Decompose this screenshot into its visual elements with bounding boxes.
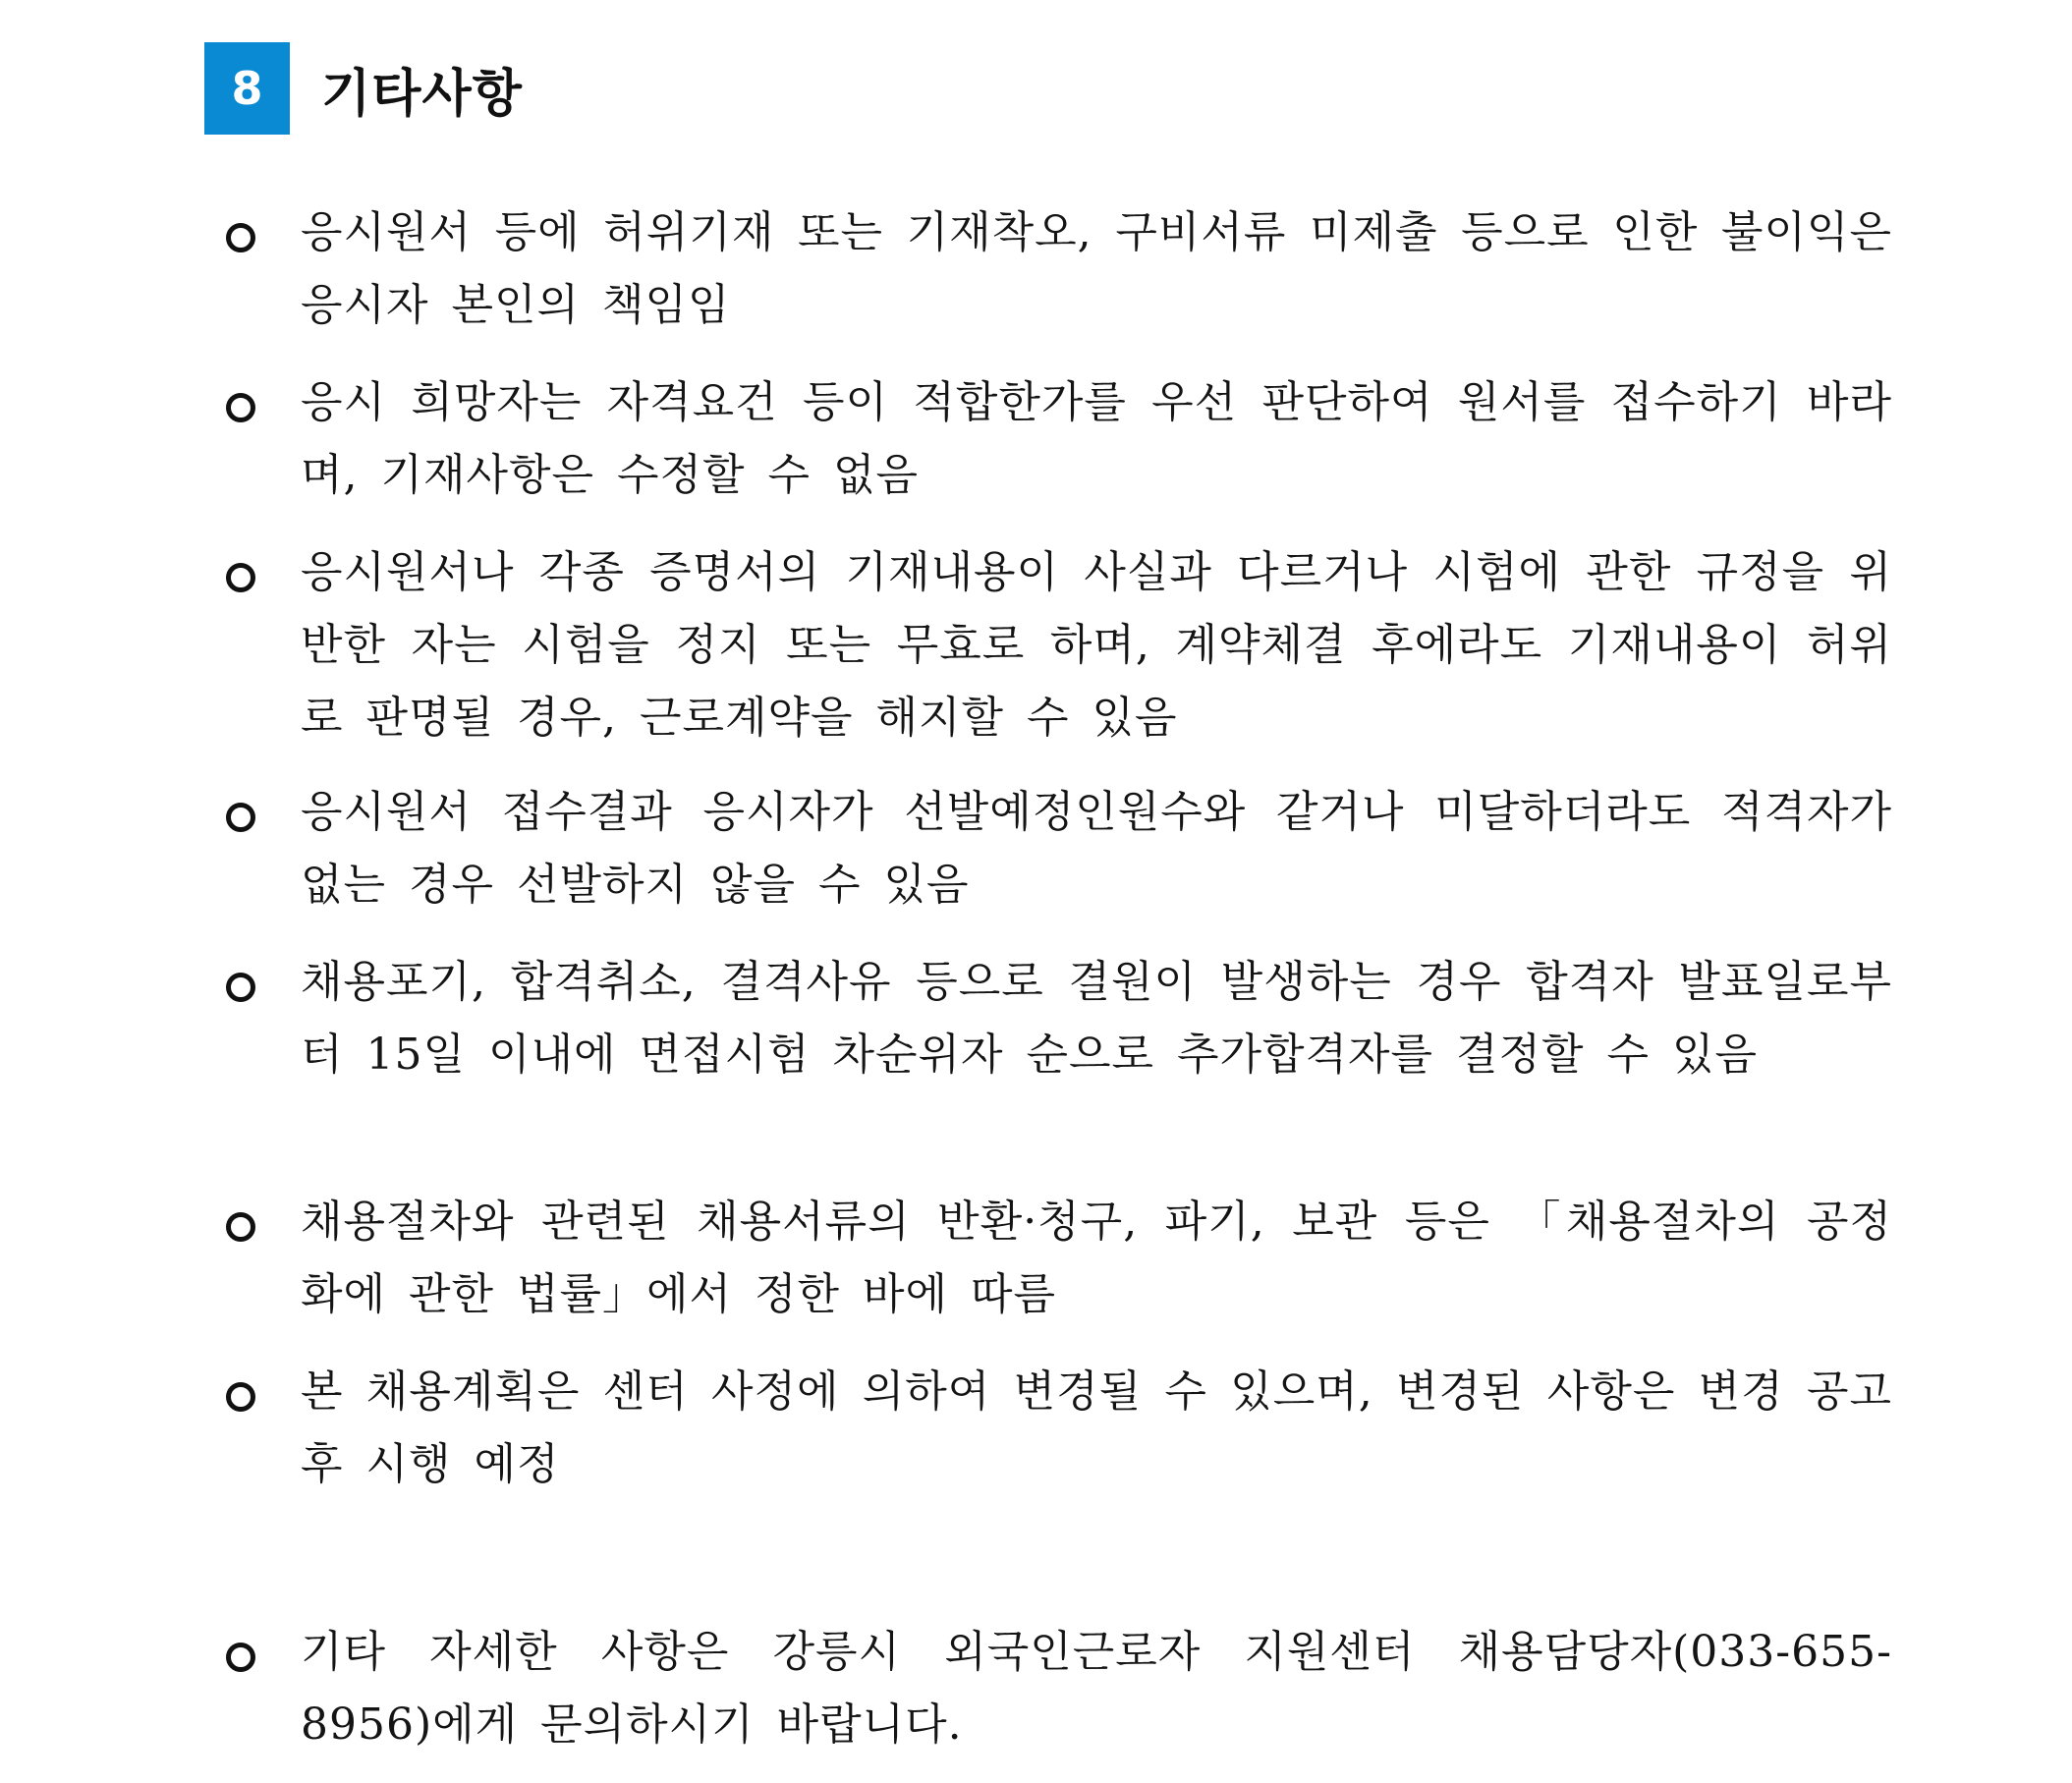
list-item-text: 응시원서 접수결과 응시자가 선발예정인원수와 같거나 미달하더라도 적격자가 없는 경우 선발하지 않을 수 있음 bbox=[301, 787, 1892, 910]
list-item bbox=[226, 1186, 1896, 1331]
circle-bullet-icon bbox=[226, 1382, 255, 1412]
circle-bullet-icon bbox=[226, 1643, 255, 1672]
section-header bbox=[204, 43, 523, 134]
list-item bbox=[226, 776, 1896, 921]
list-item bbox=[226, 536, 1896, 754]
list-item-text: 응시 희망자는 자격요건 등이 적합한가를 우선 판단하여 원서를 접수하기 바라며, 기재사항은 수정할 수 없음 bbox=[301, 377, 1892, 500]
section-title: 기타사항 bbox=[321, 64, 523, 124]
list-item bbox=[226, 1616, 1896, 1761]
list-item bbox=[226, 196, 1896, 342]
circle-bullet-icon bbox=[226, 973, 255, 1002]
list-item-text: 본 채용계획은 센터 사정에 의하여 변경될 수 있으며, 변경된 사항은 변경 공고 후 시행 예정 bbox=[301, 1366, 1892, 1489]
list-item-text: 채용절차와 관련된 채용서류의 반환·청구, 파기, 보관 등은 「채용절차의 공정화에 관한 법률」에서 정한 바에 따름 bbox=[301, 1197, 1892, 1319]
list-item bbox=[226, 1356, 1896, 1501]
circle-bullet-icon bbox=[226, 1212, 255, 1242]
list-item bbox=[226, 946, 1896, 1091]
list-item bbox=[226, 366, 1896, 512]
circle-bullet-icon bbox=[226, 803, 255, 832]
section-number-badge: 8 bbox=[204, 42, 290, 135]
list-item-text: 응시원서나 각종 증명서의 기재내용이 사실과 다르거나 시험에 관한 규정을 위반한 자는 시험을 정지 또는 무효로 하며, 계약체결 후에라도 기재내용이 허위로 판명될 경우, 근로계약을 해지할 수 있음 bbox=[301, 547, 1892, 743]
circle-bullet-icon bbox=[226, 393, 255, 422]
list-item-text: 기타 자세한 사항은 강릉시 외국인근로자 지원센터 채용담당자(033-655-8956)에게 문의하시기 바랍니다. bbox=[301, 1627, 1892, 1750]
circle-bullet-icon bbox=[226, 223, 255, 252]
circle-bullet-icon bbox=[226, 563, 255, 592]
list-item-text: 응시원서 등에 허위기재 또는 기재착오, 구비서류 미제출 등으로 인한 불이익은 응시자 본인의 책임임 bbox=[301, 207, 1892, 330]
list-item-text: 채용포기, 합격취소, 결격사유 등으로 결원이 발생하는 경우 합격자 발표일로부터 15일 이내에 면접시험 차순위자 순으로 추가합격자를 결정할 수 있음 bbox=[301, 957, 1892, 1080]
